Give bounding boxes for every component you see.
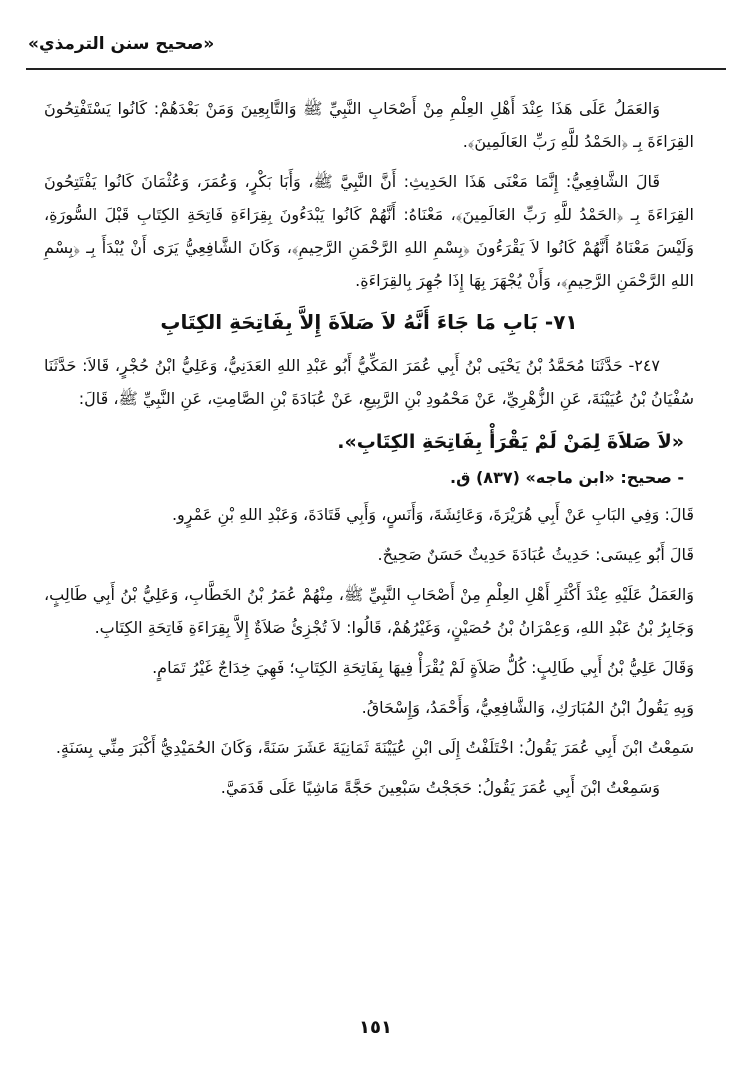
paragraph-ibn-abi-umar-1: سَمِعْتُ ابْنَ أَبِي عُمَرَ يَقُولُ: اخْتَلَفْتُ إِلَى ابْنِ عُيَيْنَةَ ثَمَانِيَةَ عَشَرَ سَنَةً، وَكَانَ الحُمَيْدِيُّ أَكْبَرَ مِنِّي بِسَنَةٍ.: [55, 738, 694, 757]
page-body: [44, 92, 694, 811]
running-title: «صحيح سنن الترمذي»: [28, 34, 215, 54]
paragraph-in-chapter: قَالَ: وَفِي البَابِ عَنْ أَبِي هُرَيْرَةَ، وَعَائِشَةَ، وَأَنَسٍ، وَأَبِي قَتَادَةَ، وَعَبْدِ اللهِ بْنِ عَمْرٍو.: [171, 505, 694, 524]
paragraph-practice: وَالعَمَلُ عَلَى هَذَا عِنْدَ أَهْلِ العِلْمِ مِنْ أَصْحَابِ النَّبِيِّ ﷺ وَالتَّابِعِينَ وَمَنْ بَعْدَهُمْ: كَانُوا يَسْتَفْتِحُونَ القِرَاءَةَ بِـ ﴿الحَمْدُ للَّهِ رَبِّ العَالَمِينَ﴾.: [44, 99, 694, 151]
hadith-isnad: ٢٤٧- حَدَّثَنَا مُحَمَّدُ بْنُ يَحْيَى بْنُ أَبِي عُمَرَ المَكِّيُّ أَبُو عَبْدِ اللهِ العَدَنِيُّ، وَعَلِيُّ ابْنُ حُجْرٍ، قَالاَ: حَدَّثَنَا سُفْيَانُ بْنُ عُيَيْنَةَ، عَنِ الزُّهْرِيِّ، عَنْ مَحْمُودِ بْنِ الرَّبِيعِ، عَنْ عُبَادَةَ بْنِ الصَّامِتِ، عَنِ النَّبِيِّ ﷺ، قَالَ:: [44, 356, 694, 408]
paragraph-abu-isa: قَالَ أَبُو عِيسَى: حَدِيثُ عُبَادَةَ حَدِيثٌ حَسَنٌ صَحِيحٌ.: [377, 545, 694, 564]
hadith-text: «لاَ صَلاَةَ لِمَنْ لَمْ يَقْرَأْ بِفَاتِحَةِ الكِتَابِ».: [337, 431, 684, 453]
hadith-grade: - صحيح: «ابن ماجه» (٨٣٧) ق.: [450, 468, 684, 487]
paragraph-shafii: قَالَ الشَّافِعِيُّ: إِنَّمَا مَعْنَى هَذَا الحَدِيثِ: أَنَّ النَّبِيَّ ﷺ، وَأَبَا بَكْرٍ، وَعُمَرَ، وَعُثْمَانَ كَانُوا يَفْتَتِحُونَ القِرَاءَةَ بِـ ﴿الحَمْدُ للَّهِ رَبِّ العَالَمِينَ﴾، مَعْنَاهُ: أَنَّهُمْ كَانُوا يَبْدَءُونَ بِقِرَاءَةِ فَاتِحَةِ الكِتَابِ قَبْلَ السُّورَةِ، وَلَيْسَ مَعْنَاهُ أَنَّهُمْ كَانُوا لاَ يَقْرَءُونَ ﴿بِسْمِ اللهِ الرَّحْمَنِ الرَّحِيمِ﴾، وَكَانَ الشَّافِعِيُّ يَرَى أَنْ يُبْدَأَ بِـ ﴿بِسْمِ اللهِ الرَّحْمَنِ الرَّحِيمِ﴾، وَأَنْ يُجْهَرَ بِهَا إِذَا جُهِرَ بِالقِرَاءَةِ.: [44, 172, 694, 290]
paragraph-scholars-practice: وَالعَمَلُ عَلَيْهِ عِنْدَ أَكْثَرِ أَهْلِ العِلْمِ مِنْ أَصْحَابِ النَّبِيِّ ﷺ، مِنْهُمْ عُمَرُ بْنُ الخَطَّابِ، وَعَلِيُّ بْنُ أَبِي طَالِبٍ، وَجَابِرُ بْنُ عَبْدِ اللهِ، وَعِمْرَانُ بْنُ حُصَيْنٍ، وَغَيْرُهُمْ، قَالُوا: لاَ تُجْزِئُ صَلاَةٌ إِلاَّ بِقِرَاءَةِ فَاتِحَةِ الكِتَابِ.: [44, 585, 694, 637]
page-number: ١٥١: [359, 1017, 392, 1038]
header-rule: [26, 68, 726, 70]
paragraph-agreed-by: وَبِهِ يَقُولُ ابْنُ المُبَارَكِ، وَالشَّافِعِيُّ، وَأَحْمَدُ، وَإِسْحَاقُ.: [361, 698, 694, 717]
paragraph-ali-saying: وَقَالَ عَلِيُّ بْنُ أَبِي طَالِبٍ: كُلُّ صَلاَةٍ لَمْ يُقْرَأْ فِيهَا بِفَاتِحَةِ الكِتَابِ؛ فَهِيَ خِدَاجٌ غَيْرُ تَمَامٍ.: [152, 658, 694, 677]
paragraph-ibn-abi-umar-2: وَسَمِعْتُ ابْنَ أَبِي عُمَرَ يَقُولُ: حَجَجْتُ سَبْعِينَ حَجَّةً مَاشِيًا عَلَى قَدَمَيَّ.: [220, 778, 660, 797]
chapter-heading: ٧١- بَابِ مَا جَاءَ أَنَّهُ لاَ صَلاَةَ إِلاَّ بِفَاتِحَةِ الكِتَابِ: [160, 310, 578, 334]
